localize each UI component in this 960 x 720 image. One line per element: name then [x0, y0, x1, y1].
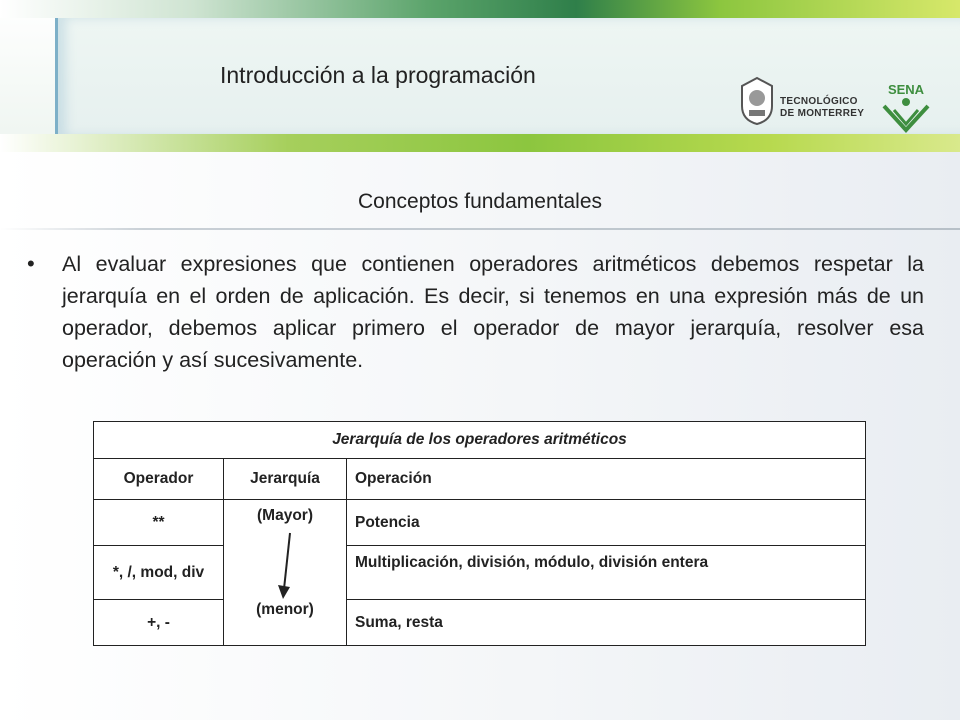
- bullet-point: •: [27, 251, 35, 276]
- sena-logo-text: SENA: [887, 82, 925, 97]
- table-row: [94, 500, 866, 546]
- header-top-stripe: [0, 0, 960, 18]
- header-jerarquia: Jerarquía: [224, 459, 347, 500]
- course-title: Introducción a la programación: [220, 62, 536, 88]
- tec-monterrey-name: [780, 96, 864, 120]
- hierarchy-bottom-label: (menor): [256, 600, 314, 618]
- slide-header: [0, 0, 960, 150]
- operator-cell: *, /, mod, div: [94, 546, 224, 600]
- table-caption: Jerarquía de los operadores aritméticos: [94, 422, 866, 459]
- hierarchy-cell: [224, 500, 347, 646]
- table-row: [94, 600, 866, 646]
- header-operador: Operador: [94, 459, 224, 500]
- operator-hierarchy-table: [93, 421, 866, 646]
- tec-name-line2: DE MONTERREY: [780, 108, 865, 119]
- operator-cell: +, -: [94, 600, 224, 646]
- table-row: [94, 546, 866, 600]
- operator-cell: **: [94, 500, 224, 546]
- operation-cell: Multiplicación, división, módulo, división entera: [347, 546, 866, 600]
- operation-cell: Potencia: [347, 500, 866, 546]
- section-divider: [0, 228, 960, 230]
- operation-cell: Suma, resta: [347, 600, 866, 646]
- header-operacion: Operación: [347, 459, 866, 500]
- header-green-stripe: [0, 134, 960, 152]
- tec-monterrey-logo: [738, 76, 878, 128]
- tec-name-line1: TECNOLÓGICO: [780, 96, 858, 107]
- down-arrow-icon: [270, 531, 300, 601]
- table-header-row: [94, 459, 866, 500]
- body-paragraph: Al evaluar expresiones que contienen operadores aritméticos debemos respetar la jerarquía en el orden de aplicación. Es decir, si tenemos en una expresión más de un operador, debemos aplicar primero el operador de mayor jerarquía, resolver esa operación y así sucesivamente.: [62, 252, 924, 372]
- sena-logo: [876, 80, 936, 134]
- hierarchy-top-label: (Mayor): [257, 506, 313, 524]
- section-subtitle: Conceptos fundamentales: [358, 190, 602, 213]
- tec-seal-icon: [738, 76, 776, 126]
